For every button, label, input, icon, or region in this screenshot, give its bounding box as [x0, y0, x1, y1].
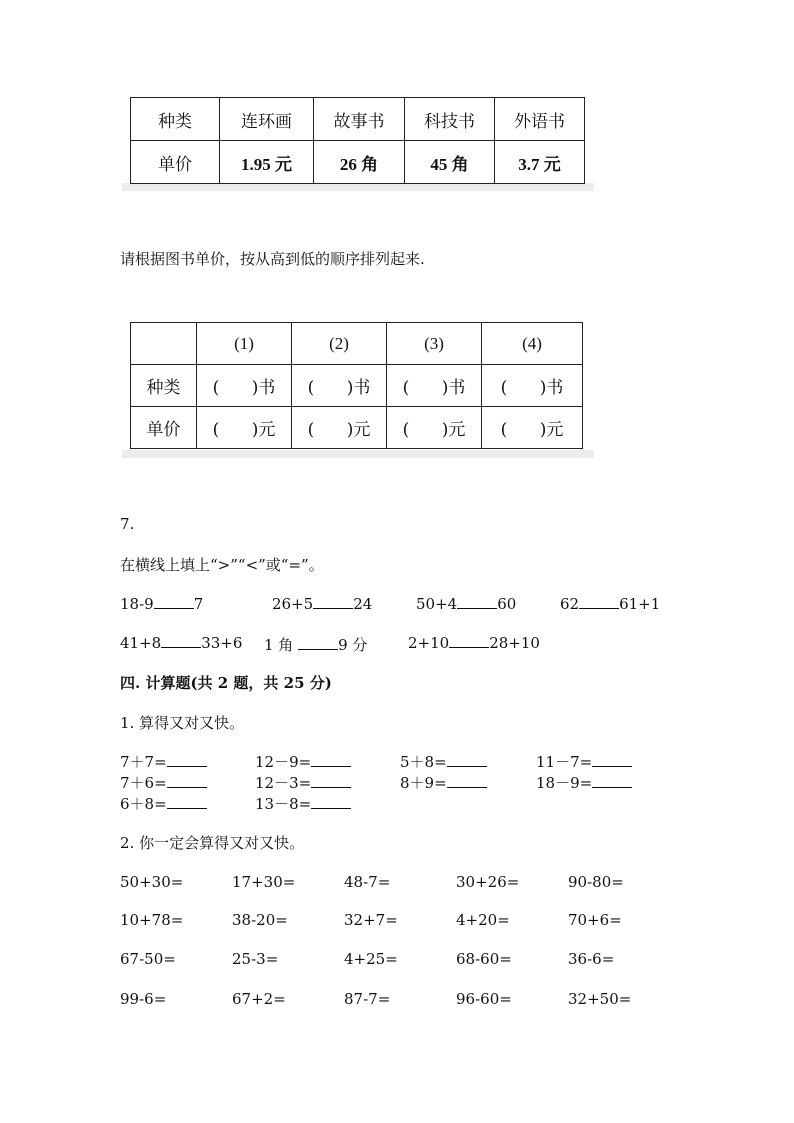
answer-cell[interactable]: ( )书 [387, 365, 482, 407]
table-row [131, 407, 583, 449]
table-shadow [122, 450, 594, 458]
calc-item: 4+25= [344, 950, 398, 968]
calc-item: 38-20= [232, 911, 288, 929]
answer-cell[interactable]: ( )元 [482, 407, 583, 449]
calc-item: 67+2= [232, 990, 286, 1008]
compare-left: 18-9 [120, 595, 154, 613]
compare-right: 60 [497, 595, 517, 613]
compare-right: 9 分 [338, 636, 368, 654]
calc-expression: 12－3= [255, 774, 312, 792]
question-title: 2. 你一定会算得又对又快。 [120, 834, 305, 852]
table-row-label: 种类 [131, 365, 197, 407]
compare-item [408, 634, 540, 652]
calc-item [120, 772, 207, 793]
compare-right: 24 [353, 595, 373, 613]
answer-table [130, 322, 583, 449]
answer-blank[interactable] [167, 807, 207, 809]
answer-cell[interactable]: ( )书 [292, 365, 387, 407]
compare-right: 28+10 [489, 634, 540, 652]
answer-cell[interactable]: ( )元 [387, 407, 482, 449]
table-cell: 3.7 元 [495, 141, 585, 184]
calc-item: 17+30= [232, 873, 296, 891]
table-row-label: 单价 [131, 407, 197, 449]
calc-expression: 5＋8= [400, 753, 447, 771]
calc-expression: 13－8= [255, 795, 312, 813]
calc-item [536, 772, 632, 793]
table-row [131, 141, 585, 184]
compare-item [272, 595, 372, 613]
table-cell: 45 角 [405, 141, 495, 184]
table-header-cell: 外语书 [495, 98, 585, 141]
answer-blank[interactable] [161, 646, 201, 648]
calc-item: 10+78= [120, 911, 184, 929]
table-header-cell: (1) [197, 323, 292, 365]
calc-item [120, 793, 207, 814]
answer-blank[interactable] [313, 607, 353, 609]
table-row [131, 98, 585, 141]
table-header-cell: (3) [387, 323, 482, 365]
compare-left: 1 角 [264, 636, 294, 654]
price-table [130, 97, 585, 184]
table-header-cell: (2) [292, 323, 387, 365]
calc-item: 4+20= [456, 911, 510, 929]
answer-cell[interactable]: ( )书 [482, 365, 583, 407]
answer-cell[interactable]: ( )书 [197, 365, 292, 407]
compare-right: 61+1 [619, 595, 661, 613]
answer-blank[interactable] [154, 607, 194, 609]
calc-item: 32+50= [568, 990, 632, 1008]
calc-item [400, 751, 487, 772]
compare-left: 62 [560, 595, 580, 613]
calc-item [120, 751, 207, 772]
answer-blank[interactable] [311, 786, 351, 788]
answer-blank[interactable] [311, 807, 351, 809]
answer-blank[interactable] [298, 648, 338, 650]
table-header-cell: 故事书 [314, 98, 405, 141]
calc-item: 48-7= [344, 873, 391, 891]
calc-expression: 12－9= [255, 753, 312, 771]
calc-item: 25-3= [232, 950, 279, 968]
calc-expression: 18－9= [536, 774, 593, 792]
calc-expression: 11－7= [536, 753, 593, 771]
compare-item [120, 634, 242, 652]
calc-item: 96-60= [456, 990, 512, 1008]
answer-blank[interactable] [592, 786, 632, 788]
answer-blank[interactable] [167, 765, 207, 767]
table-header-cell: 科技书 [405, 98, 495, 141]
calc-expression: 7＋7= [120, 753, 167, 771]
answer-blank[interactable] [447, 786, 487, 788]
calc-item [536, 751, 632, 772]
calc-item: 67-50= [120, 950, 176, 968]
calc-item: 70+6= [568, 911, 622, 929]
answer-blank[interactable] [579, 607, 619, 609]
answer-blank[interactable] [447, 765, 487, 767]
calc-item: 32+7= [344, 911, 398, 929]
answer-cell[interactable]: ( )元 [197, 407, 292, 449]
compare-left: 26+5 [272, 595, 314, 613]
table-shadow [122, 183, 594, 191]
calc-item [255, 793, 351, 814]
table-cell: 26 角 [314, 141, 405, 184]
calc-item: 50+30= [120, 873, 184, 891]
compare-item [416, 595, 516, 613]
answer-cell[interactable]: ( )元 [292, 407, 387, 449]
table-row [131, 323, 583, 365]
table-corner-cell [131, 323, 197, 365]
calc-item [255, 772, 351, 793]
answer-blank[interactable] [167, 786, 207, 788]
calc-item [255, 751, 351, 772]
question-prompt: 在横线上填上“>”“<”或“=”。 [120, 556, 324, 574]
calc-expression: 7＋6= [120, 774, 167, 792]
section-title: 四. 计算题(共 2 题，共 25 分) [120, 674, 332, 692]
compare-right: 7 [193, 595, 204, 613]
calc-expression: 6＋8= [120, 795, 167, 813]
calc-item: 99-6= [120, 990, 167, 1008]
calc-item: 90-80= [568, 873, 624, 891]
calc-expression: 8＋9= [400, 774, 447, 792]
question-number: 7. [120, 515, 135, 533]
compare-right: 33+6 [201, 634, 243, 652]
calc-item: 36-6= [568, 950, 615, 968]
compare-left: 50+4 [416, 595, 458, 613]
calc-item: 87-7= [344, 990, 391, 1008]
compare-item [120, 595, 203, 613]
answer-blank[interactable] [457, 607, 497, 609]
calc-item [400, 772, 487, 793]
answer-blank[interactable] [449, 646, 489, 648]
compare-item [560, 595, 660, 613]
table-row-label: 单价 [131, 141, 220, 184]
compare-left: 2+10 [408, 634, 450, 652]
question-title: 1. 算得又对又快。 [120, 714, 245, 732]
instruction-text: 请根据图书单价，按从高到低的顺序排列起来. [120, 250, 425, 268]
answer-blank[interactable] [311, 765, 351, 767]
table-cell: 1.95 元 [220, 141, 314, 184]
calc-item: 68-60= [456, 950, 512, 968]
table-row [131, 365, 583, 407]
table-header-cell: 种类 [131, 98, 220, 141]
answer-blank[interactable] [592, 765, 632, 767]
compare-item [264, 634, 367, 655]
compare-left: 41+8 [120, 634, 162, 652]
calc-item: 30+26= [456, 873, 520, 891]
table-header-cell: (4) [482, 323, 583, 365]
table-header-cell: 连环画 [220, 98, 314, 141]
